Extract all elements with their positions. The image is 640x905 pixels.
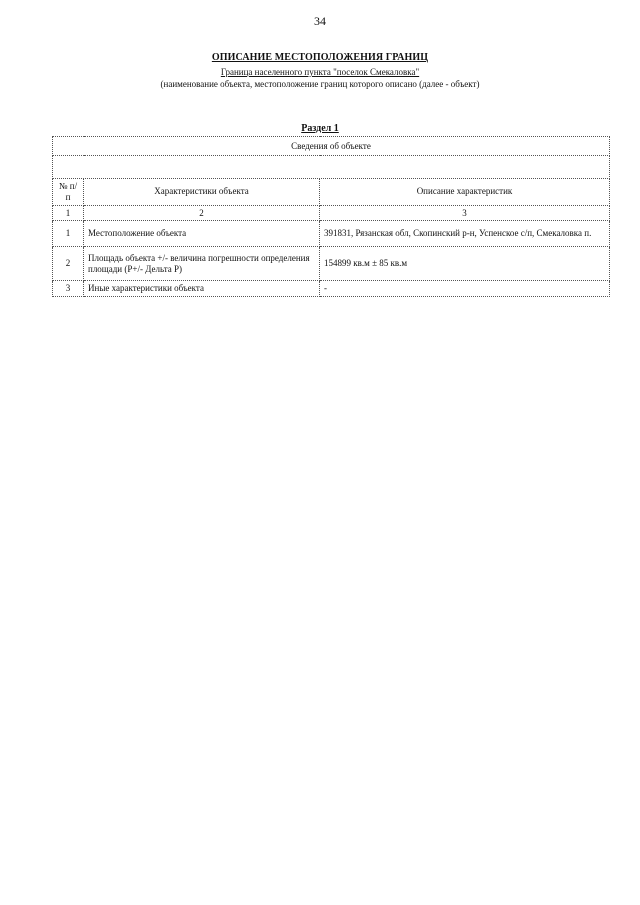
column-header-description: Описание характеристик — [320, 179, 610, 206]
table-empty-cell — [53, 156, 610, 179]
column-header-num: № п/п — [53, 179, 84, 206]
row-number: 3 — [53, 281, 84, 297]
object-info-table — [52, 136, 610, 297]
table-row — [53, 247, 610, 281]
row-description: 154899 кв.м ± 85 кв.м — [320, 247, 610, 281]
row-number: 1 — [53, 221, 84, 247]
row-characteristic: Местоположение объекта — [84, 221, 320, 247]
column-number: 2 — [84, 205, 320, 221]
column-header-characteristic: Характеристики объекта — [84, 179, 320, 206]
row-characteristic: Иные характеристики объекта — [84, 281, 320, 297]
row-description: 391831, Рязанская обл, Скопинский р-н, Успенское с/п, Смекаловка п. — [320, 221, 610, 247]
document-title: ОПИСАНИЕ МЕСТОПОЛОЖЕНИЯ ГРАНИЦ — [211, 52, 429, 63]
table-title-row — [53, 137, 610, 156]
table-title: Сведения об объекте — [53, 137, 610, 156]
table-empty-row — [53, 156, 610, 179]
object-note: (наименование объекта, местоположение границ которого описано (далее - объект) — [160, 79, 480, 89]
row-number: 2 — [53, 247, 84, 281]
column-number: 1 — [53, 205, 84, 221]
table-header-row — [53, 179, 610, 206]
section-title: Раздел 1 — [301, 123, 339, 134]
page-number: 34 — [314, 14, 326, 28]
table-row — [53, 221, 610, 247]
row-characteristic: Площадь объекта +/- величина погрешности определения площади (Р+/- Дельта Р) — [84, 247, 320, 281]
column-number: 3 — [320, 205, 610, 221]
table-row — [53, 281, 610, 297]
object-name: Граница населенного пункта "поселок Смекаловка" — [220, 67, 420, 77]
row-description: - — [320, 281, 610, 297]
table-column-numbers-row — [53, 205, 610, 221]
